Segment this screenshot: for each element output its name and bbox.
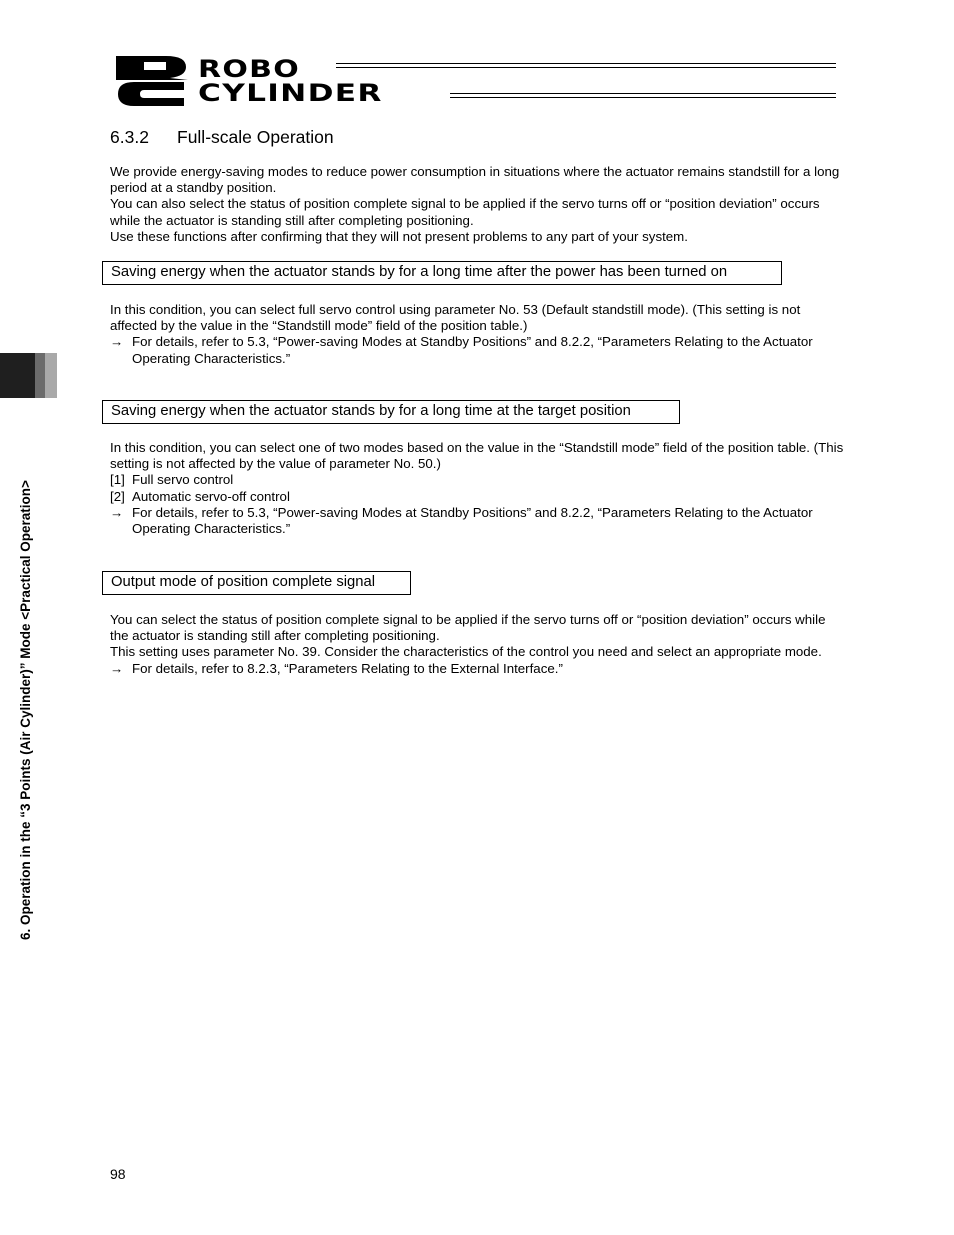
section-title: Full-scale Operation — [177, 127, 334, 147]
robo-cylinder-logo — [114, 54, 444, 106]
header-rule-top-1 — [336, 63, 836, 64]
section-heading — [110, 127, 334, 148]
list-item: [1] Full servo control — [110, 472, 234, 488]
section-number: 6.3.2 — [110, 127, 149, 147]
header-rule-top-2 — [336, 67, 836, 68]
chapter-tab-dark — [0, 353, 35, 398]
arrow-icon: → — [110, 660, 124, 676]
logo-word-cylinder: CYLINDER — [198, 79, 383, 107]
list-item: [2] Automatic servo-off control — [110, 488, 290, 504]
chapter-side-label: 6. Operation in the “3 Points (Air Cylinder)” Mode <Practical Operation> — [18, 480, 33, 940]
arrow-icon: → — [110, 504, 124, 520]
arrow-icon: → — [110, 334, 124, 350]
rc-logo-mark — [114, 54, 190, 106]
header-rule-bottom-2 — [450, 97, 836, 98]
logo-word-robo: ROBO — [198, 55, 300, 83]
subheading-box-target-position: Saving energy when the actuator stands by for a long time at the target position — [102, 400, 680, 424]
chapter-tab-light — [45, 353, 57, 398]
block1-reference: → For details, refer to 5.3, “Power-saving Modes at Standby Positions” and 8.2.2, “Parameters Relating to the Actuator Operating Characteristics.” — [110, 334, 813, 366]
block3-reference: → For details, refer to 8.2.3, “Parameters Relating to the External Interface.” — [110, 660, 563, 676]
subheading-box-power-on: Saving energy when the actuator stands by for a long time after the power has been turned on — [102, 261, 782, 285]
header-rule-bottom-1 — [450, 93, 836, 94]
intro-paragraph: We provide energy-saving modes to reduce power consumption in situations where the actuator remains standstill for a long period at a standby position. You can also select the status of position complete signal to be applied if the servo turns off or “position deviation” occurs while the actuator is standing still after completing positioning. Use these functions after confirming that they will not present problems to any part of your system. — [110, 164, 840, 244]
block3-paragraph: You can select the status of position complete signal to be applied if the servo turns off or “position deviation” occurs while the actuator is standing still after completing positioning. This setting uses parameter No. 39. Consider the characteristics of the control you need and select an appropriate mode. → For details, refer to 8.2.3, “Parameters Relating to the External Interface.” — [110, 612, 845, 677]
chapter-tab-mid — [35, 353, 45, 398]
block1-paragraph: In this condition, you can select full servo control using parameter No. 53 (Default standstill mode). (This setting is not affected by the value in the “Standstill mode” field of the position table.) → For details, refer to 5.3, “Power-saving Modes at Standby Positions” and 8.2.2, “Parameters Relating to the Actuator Operating Characteristics.” — [110, 302, 845, 367]
page-number: 98 — [110, 1166, 126, 1182]
subheading-box-position-complete: Output mode of position complete signal — [102, 571, 411, 595]
block2-reference: → For details, refer to 5.3, “Power-saving Modes at Standby Positions” and 8.2.2, “Parameters Relating to the Actuator Operating Characteristics.” — [110, 504, 813, 537]
block2-paragraph: In this condition, you can select one of two modes based on the value in the “Standstill mode” field of the position table. (This setting is not affected by the value of parameter No. 50.) [1] Full servo control [2] Automatic servo-off control → For details, refer to 5.3, “Power-saving Modes at Standby Positions” and 8.2.2, “Parameters Relating to the Actuator Operating Characteristics.” — [110, 440, 844, 537]
